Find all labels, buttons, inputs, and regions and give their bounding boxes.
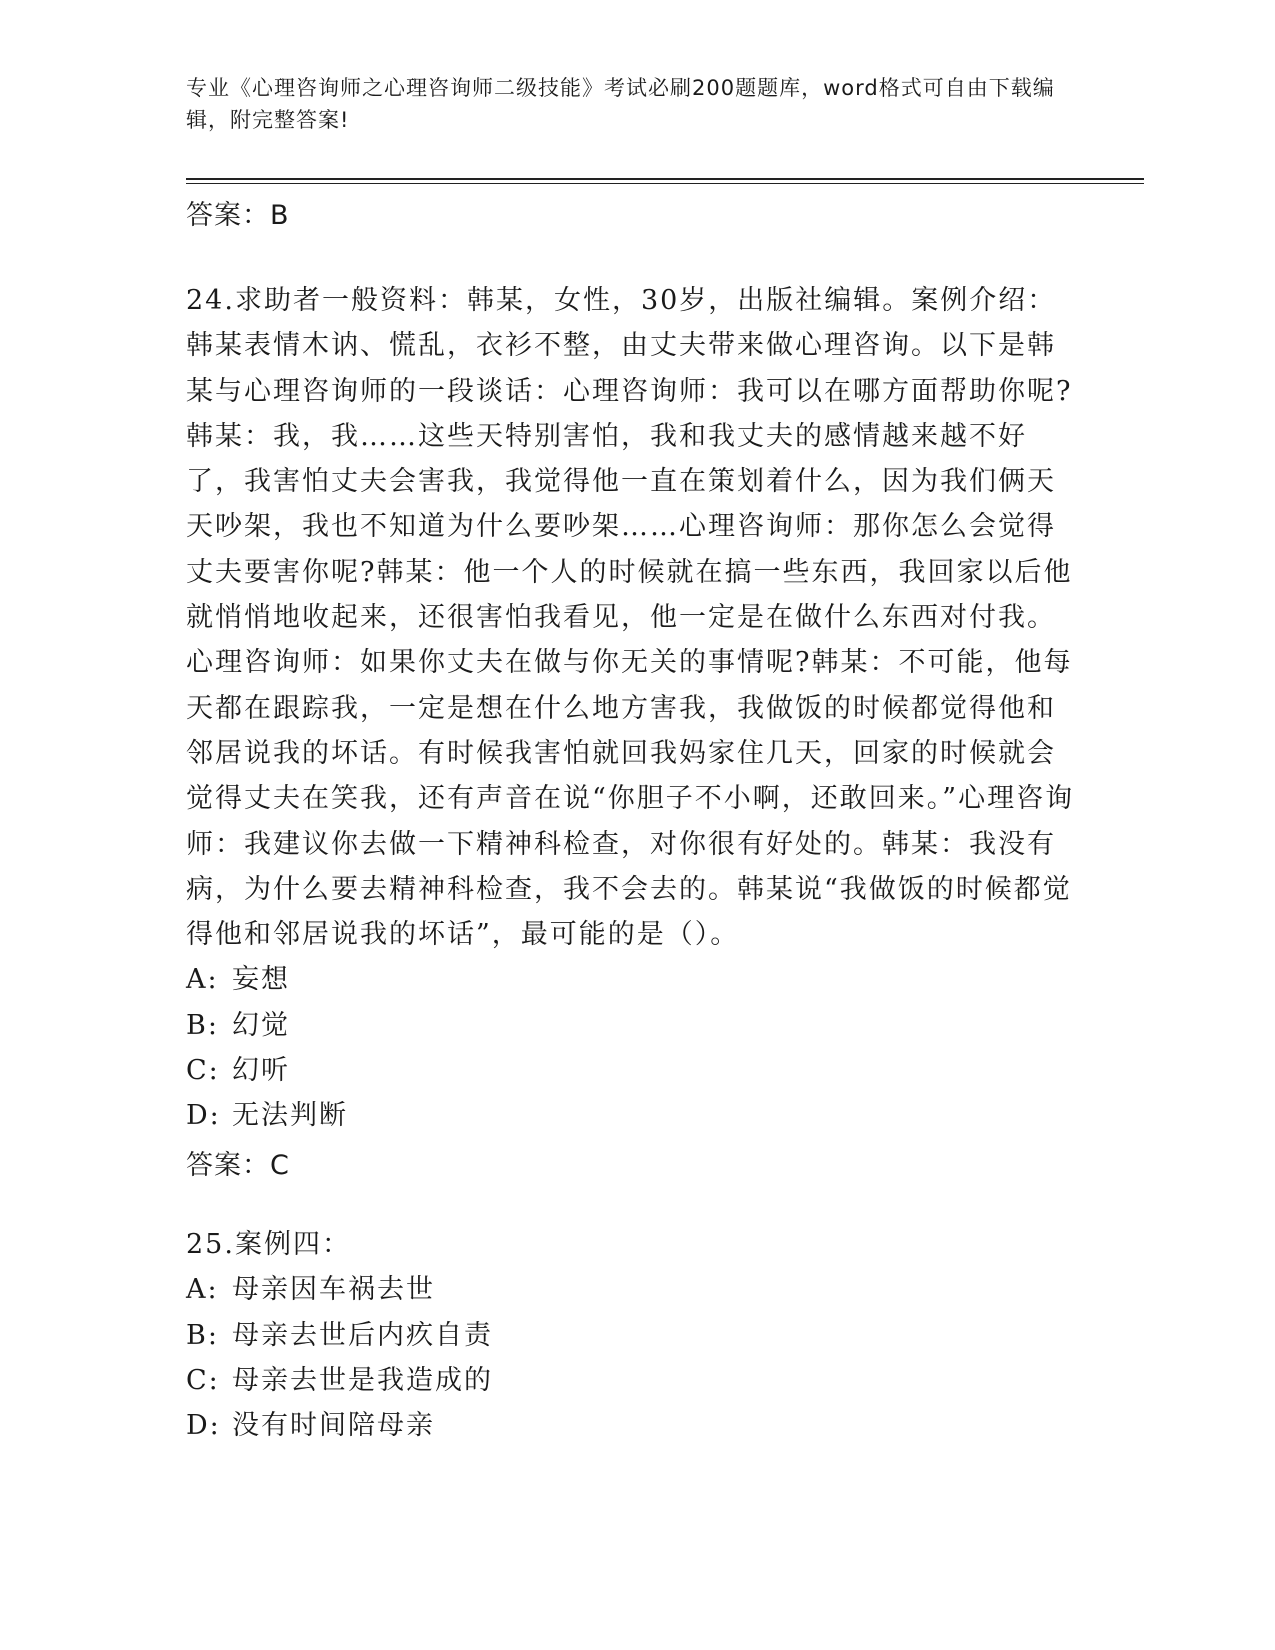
option-letter: A: bbox=[186, 964, 219, 996]
option-letter: D: bbox=[186, 1100, 221, 1132]
option-letter: B: bbox=[186, 1009, 219, 1041]
question-24-option-a bbox=[186, 957, 1076, 1002]
question-24-option-d bbox=[186, 1093, 1076, 1138]
question-25-option-c bbox=[186, 1358, 1076, 1403]
option-text: 母亲去世后内疚自责 bbox=[232, 1319, 493, 1351]
header-divider-thick bbox=[186, 178, 1144, 180]
question-24-option-c bbox=[186, 1048, 1076, 1093]
answer-previous-question: 答案：B bbox=[186, 200, 290, 231]
option-letter: C: bbox=[186, 1055, 220, 1087]
question-25-option-d bbox=[186, 1403, 1076, 1448]
answer-question-24: 答案：C bbox=[186, 1150, 290, 1181]
header-divider-thin bbox=[186, 183, 1144, 184]
option-text: 母亲去世是我造成的 bbox=[232, 1364, 493, 1396]
question-25-option-b bbox=[186, 1313, 1076, 1358]
question-25-stem: 25.案例四： bbox=[186, 1229, 351, 1260]
option-letter: A: bbox=[186, 1274, 219, 1306]
document-header: 专业《心理咨询师之心理咨询师二级技能》考试必刷200题题库，word格式可自由下载编辑，附完整答案! bbox=[186, 76, 1055, 132]
option-text: 母亲因车祸去世 bbox=[232, 1274, 435, 1306]
option-text: 幻听 bbox=[232, 1055, 290, 1087]
option-letter: C: bbox=[186, 1364, 220, 1396]
option-text: 无法判断 bbox=[232, 1100, 348, 1132]
question-25 bbox=[186, 1222, 1076, 1448]
question-24-stem: 24.求助者一般资料：韩某，女性，30岁，出版社编辑。案例介绍：韩某表情木讷、慌乱，衣衫不整，由丈夫带来做心理咨询。以下是韩某与心理咨询师的一段谈话：心理咨询师：我可以在哪方面帮助你呢?韩某：我，我……这些天特别害怕，我和我丈夫的感情越来越不好了，我害怕丈夫会害我，我觉得他一直在策划着什么，因为我们俩天天吵架，我也不知道为什么要吵架……心理咨询师：那你怎么会觉得丈夫要害你呢?韩某：他一个人的时候就在搞一些东西，我回家以后他就悄悄地收起来，还很害怕我看见，他一定是在做什么东西对付我。心理咨询师：如果你丈夫在做与你无关的事情呢?韩某：不可能，他每天都在跟踪我，一定是想在什么地方害我，我做饭的时候都觉得他和邻居说我的坏话。有时候我害怕就回我妈家住几天，回家的时候就会觉得丈夫在笑我，还有声音在说“你胆子不小啊，还敢回来。”心理咨询师：我建议你去做一下精神科检查，对你很有好处的。韩某：我没有病，为什么要去精神科检查，我不会去的。韩某说“我做饭的时候都觉得他和邻居说我的坏话”，最可能的是（）。 bbox=[186, 285, 1075, 951]
question-24 bbox=[186, 278, 1076, 1139]
option-text: 妄想 bbox=[232, 964, 290, 996]
option-text: 没有时间陪母亲 bbox=[232, 1410, 435, 1442]
option-letter: B: bbox=[186, 1319, 219, 1351]
option-text: 幻觉 bbox=[232, 1009, 290, 1041]
question-25-option-a bbox=[186, 1267, 1076, 1312]
option-letter: D: bbox=[186, 1410, 221, 1442]
question-24-option-b bbox=[186, 1003, 1076, 1048]
